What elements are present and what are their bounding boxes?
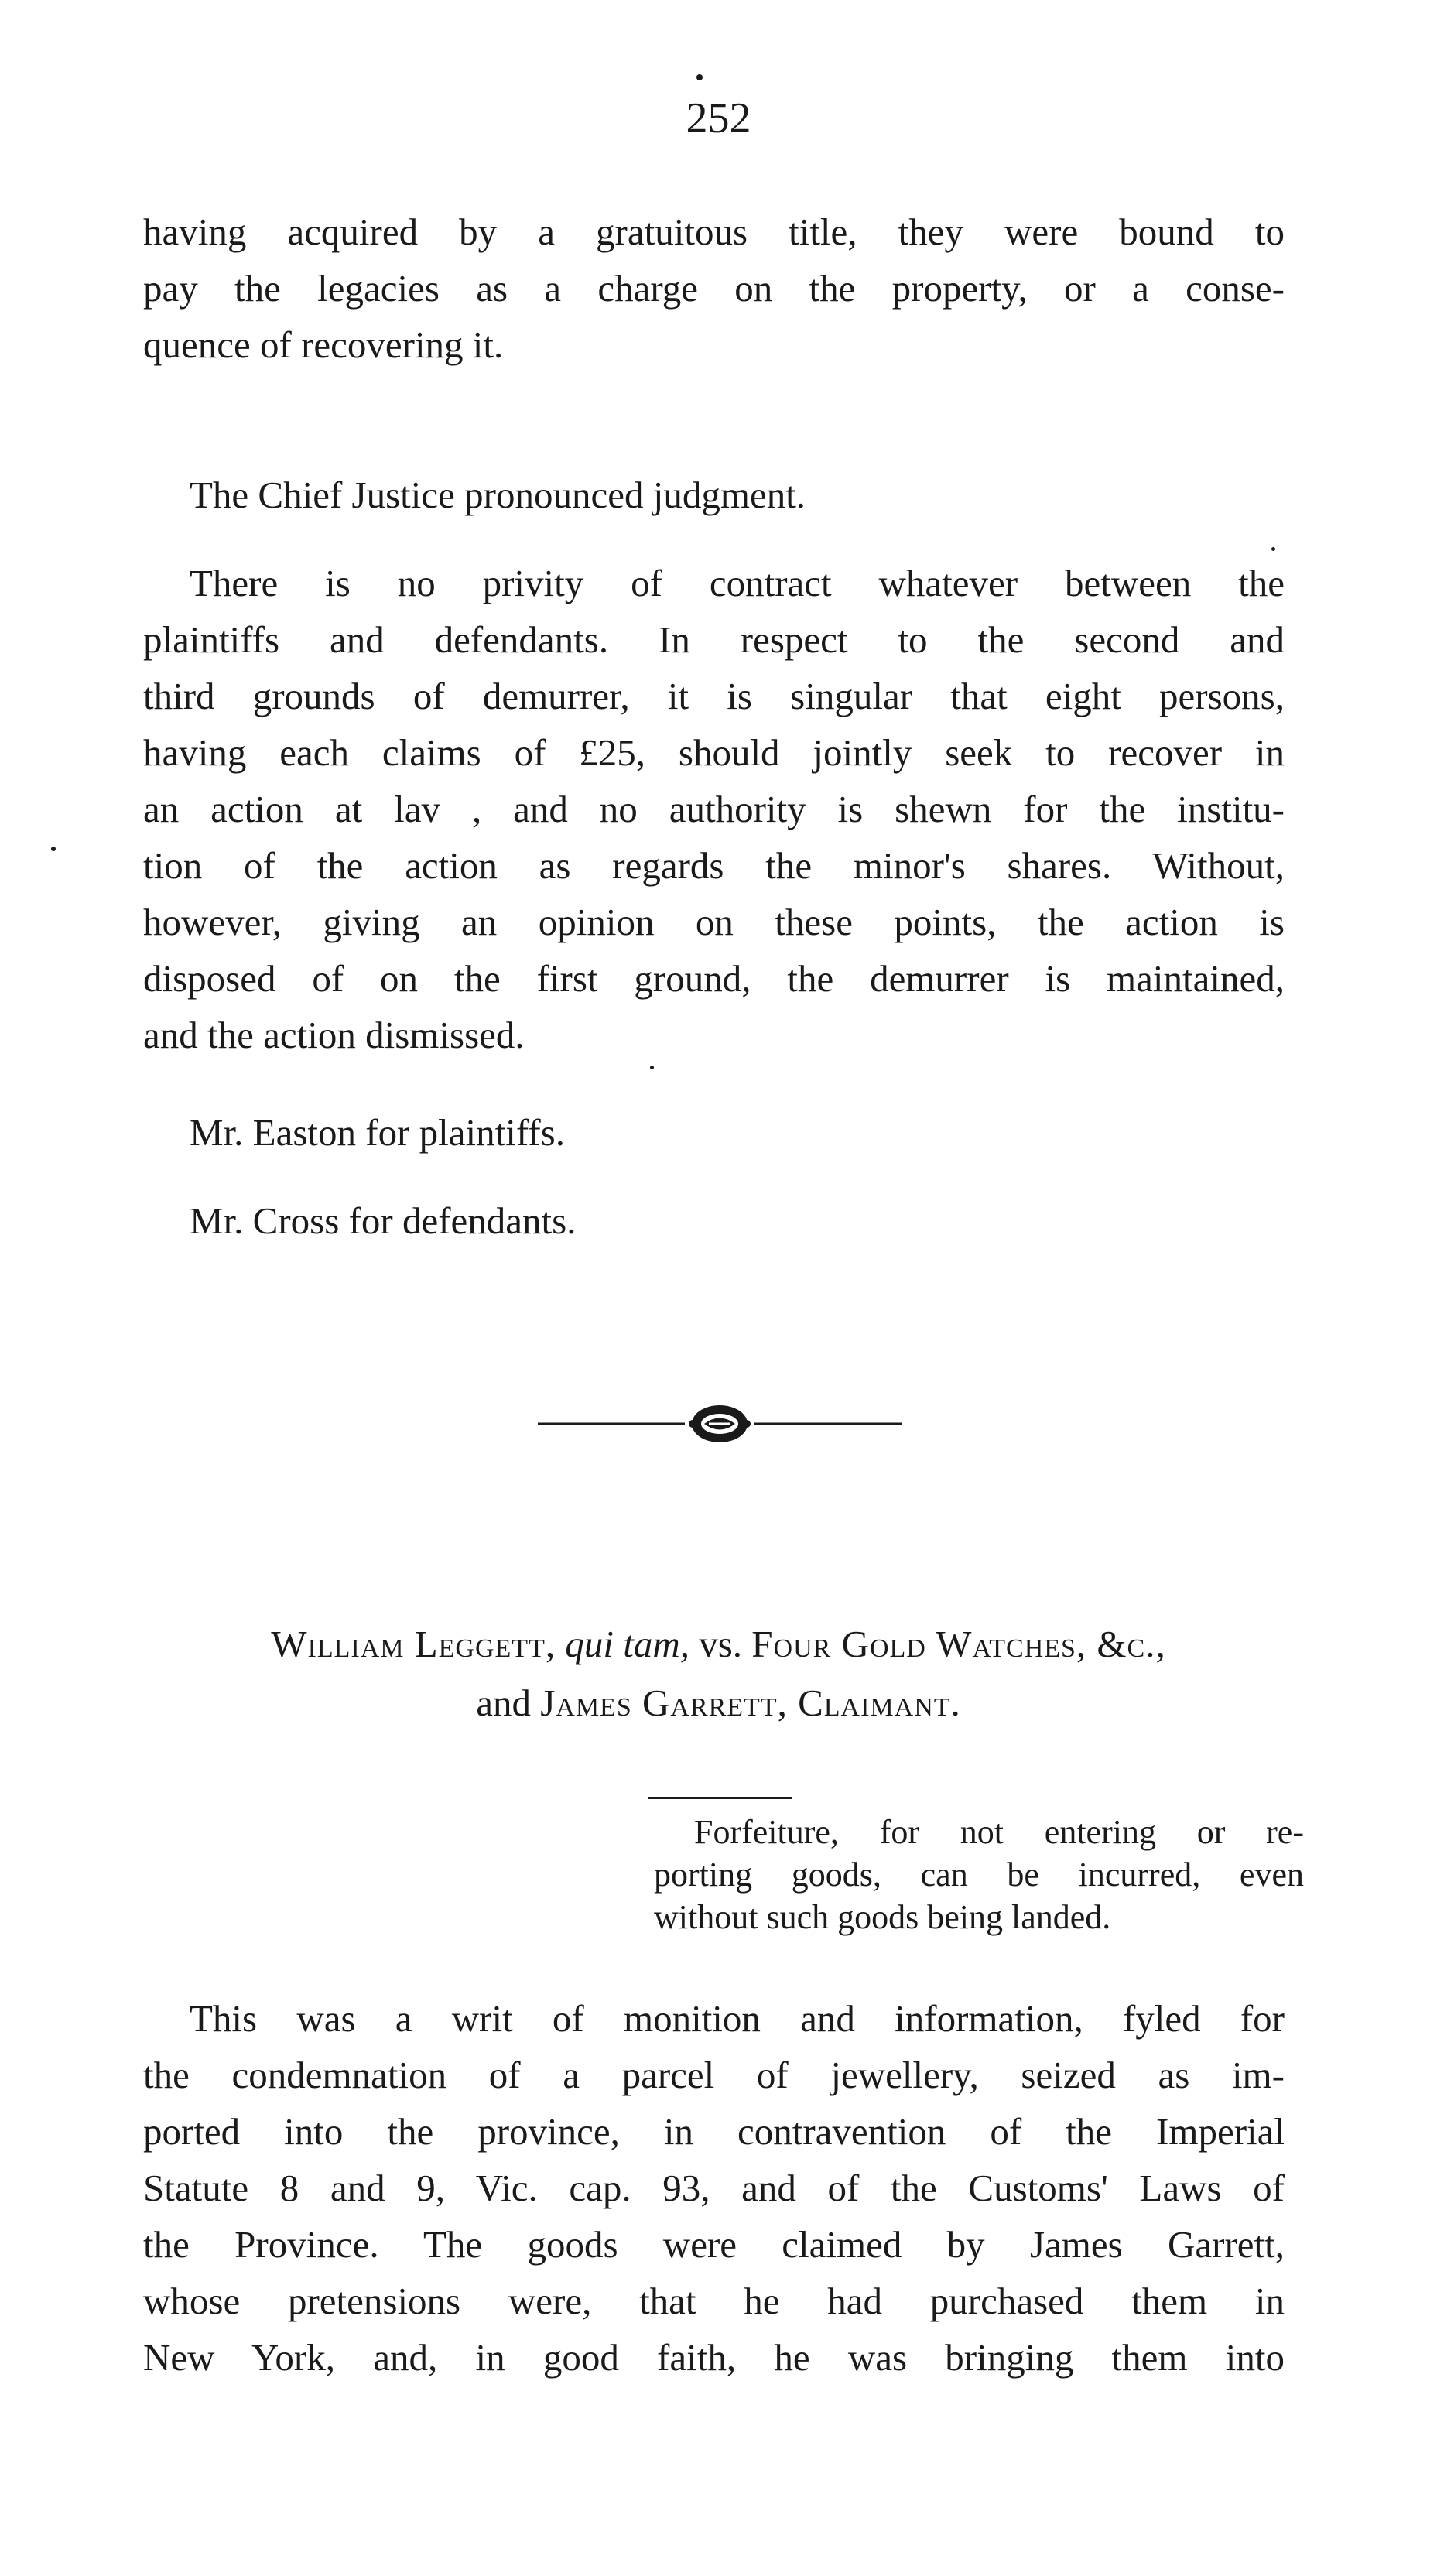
versus: vs. — [699, 1623, 743, 1665]
text-line: This was a writ of monition and information, fyled for — [190, 1997, 1285, 2040]
headnote-line: porting goods, can be incurred, even — [654, 1856, 1304, 1894]
text-line: tion of the action as regards the minor's shares. Without, — [143, 844, 1285, 887]
title-rule — [648, 1797, 792, 1799]
defendant-items: Four Gold Watches, &c., — [751, 1623, 1166, 1665]
text-line: having each claims of £25, should jointly seek to recover in — [143, 731, 1285, 774]
judgment-paragraph — [143, 555, 1285, 1063]
text-line: pay the legacies as a charge on the property, or a conse- — [143, 267, 1285, 310]
qui-tam: qui tam, — [565, 1623, 689, 1665]
counsel-plaintiffs: Mr. Easton for plaintiffs. — [190, 1111, 565, 1154]
plaintiff-name: William Leggett, — [271, 1623, 556, 1665]
counsel-defendants: Mr. Cross for defendants. — [190, 1199, 577, 1242]
text-line: whose pretensions were, that he had purchased them in — [143, 2280, 1285, 2322]
text-line: the condemnation of a parcel of jewellery, seized as im- — [143, 2054, 1285, 2096]
case-title-line-2 — [93, 1674, 1344, 1733]
headnote-line: without such goods being landed. — [654, 1898, 1111, 1936]
case-body-paragraph — [143, 1990, 1285, 2386]
ink-speck — [51, 847, 56, 851]
text-line: There is no privity of contract whatever between the — [190, 562, 1285, 604]
headnote — [654, 1811, 1304, 1938]
text-line: disposed of on the first ground, the demurrer is maintained, — [143, 957, 1285, 1000]
intro-paragraph — [143, 204, 1285, 373]
judgment-heading: The Chief Justice pronounced judgment. — [190, 474, 806, 516]
text-line: having acquired by a gratuitous title, they were bound to — [143, 210, 1285, 253]
text-line: third grounds of demurrer, it is singular that eight persons, — [143, 675, 1285, 717]
section-divider-ornament — [534, 1397, 905, 1451]
text-line: however, giving an opinion on these points, the action is — [143, 901, 1285, 943]
text-line: an action at lav , and no authority is shewn for the institu- — [143, 788, 1285, 830]
text-line: Statute 8 and 9, Vic. cap. 93, and of the Customs' Laws of — [143, 2167, 1285, 2209]
text-line: the Province. The goods were claimed by James Garrett, — [143, 2223, 1285, 2266]
text-line: plaintiffs and defendants. In respect to the second and — [143, 618, 1285, 661]
text-line: New York, and, in good faith, he was bringing them into — [143, 2336, 1285, 2379]
text-line: ported into the province, in contravention of the Imperial — [143, 2110, 1285, 2153]
ink-speck — [1271, 547, 1275, 551]
headnote-line: Forfeiture, for not entering or re- — [694, 1813, 1304, 1851]
claimant-name: James Garrett, Claimant. — [540, 1681, 961, 1724]
case-title-line-1 — [93, 1615, 1344, 1674]
page-number: 252 — [686, 94, 751, 142]
and-word: and — [476, 1681, 531, 1724]
text-line: quence of recovering it. — [143, 323, 504, 366]
ink-speck — [650, 1066, 654, 1069]
text-line: and the action dismissed. — [143, 1014, 525, 1056]
ink-speck — [696, 74, 703, 80]
